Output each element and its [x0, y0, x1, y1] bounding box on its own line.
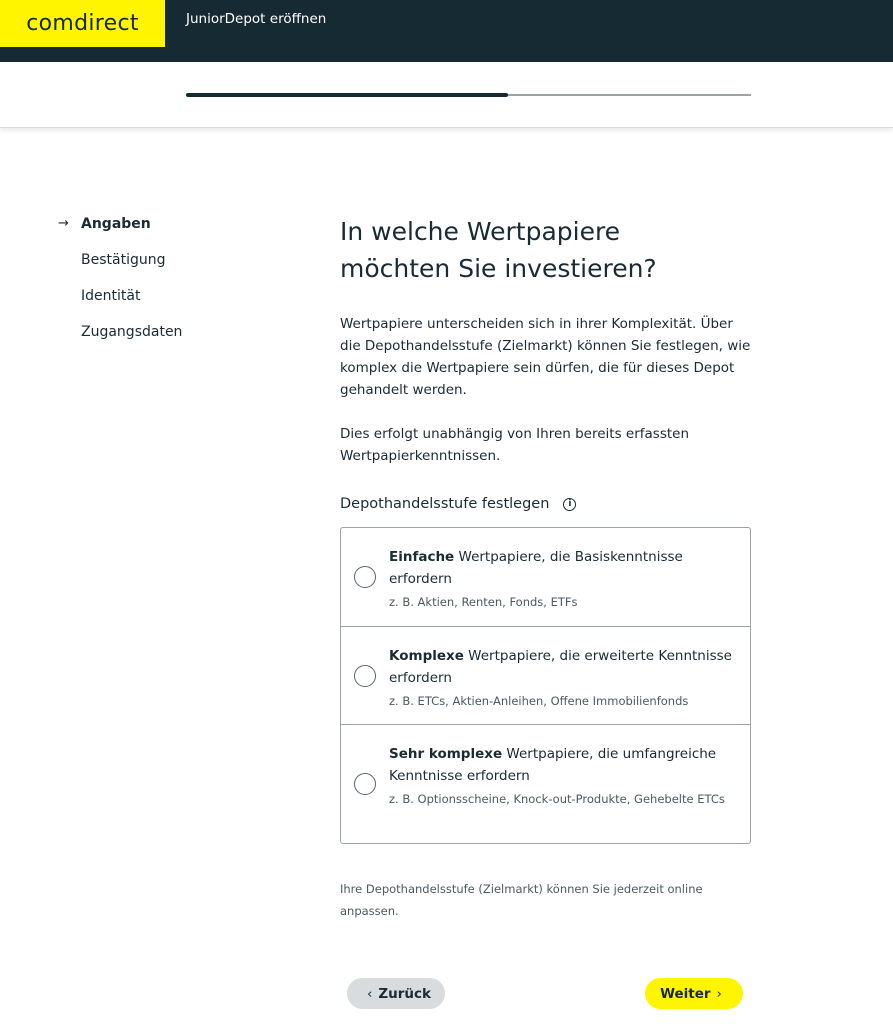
- step-bestaetigung: [58, 251, 182, 287]
- step-angaben: [58, 215, 182, 251]
- step-navigation: [58, 215, 182, 359]
- next-button-label: Weiter: [660, 985, 711, 1002]
- option-einfache[interactable]: [341, 528, 750, 626]
- option-label-bold: Sehr komplexe: [389, 746, 503, 762]
- intro-paragraph: Wertpapiere unterscheiden sich in ihrer Komplexität. Über die Depothandelsstufe (Zielmarkt) können Sie festlegen, wie komplex die Wertpapiere sein dürfen, die für dieses Depot gehandelt werden.: [340, 316, 751, 398]
- info-icon[interactable]: i: [563, 498, 576, 511]
- option-examples: z. B. Aktien, Renten, Fonds, ETFs: [389, 595, 578, 609]
- option-sehr-komplexe[interactable]: [341, 724, 750, 843]
- option-label-text: Wertpapiere, die Basiskenntnisse erfordern: [389, 549, 683, 587]
- step-label: Zugangsdaten: [81, 324, 183, 340]
- step-label: Angaben: [81, 216, 151, 232]
- option-label-text: Wertpapiere, die erweiterte Kenntnisse erfordern: [389, 648, 732, 686]
- option-examples: z. B. Optionsscheine, Knock-out-Produkte, Gehebelte ETCs: [389, 792, 725, 806]
- arrow-right-icon: →: [58, 216, 69, 231]
- footnote: Ihre Depothandelsstufe (Zielmarkt) können Sie jederzeit online anpassen.: [340, 882, 703, 918]
- option-examples: z. B. ETCs, Aktien-Anleihen, Offene Immobilienfonds: [389, 694, 689, 708]
- option-label: [389, 743, 736, 787]
- option-komplexe[interactable]: [341, 626, 750, 724]
- option-label-bold: Einfache: [389, 549, 455, 565]
- option-label-text: Wertpapiere, die umfangreiche Kenntnisse erfordern: [389, 746, 717, 784]
- note-paragraph: Dies erfolgt unabhängig von Ihren bereits erfassten Wertpapierkenntnissen.: [340, 426, 690, 464]
- next-button[interactable]: [645, 978, 743, 1009]
- chevron-right-icon: ›: [716, 985, 722, 1002]
- step-label: Identität: [81, 288, 141, 304]
- section-heading-label: Depothandelsstufe festlegen: [340, 496, 550, 512]
- back-button-label: Zurück: [378, 985, 432, 1002]
- step-zugangsdaten: [58, 323, 182, 359]
- comdirect-logo[interactable]: comdirect: [0, 0, 165, 47]
- progress-area: [0, 62, 893, 128]
- main-content: [340, 213, 755, 467]
- option-label-bold: Komplexe: [389, 648, 464, 664]
- section-heading: [340, 496, 576, 512]
- progress-bar: [186, 94, 751, 96]
- step-label: Bestätigung: [81, 252, 166, 268]
- back-button[interactable]: [347, 978, 445, 1009]
- step-identitaet: [58, 287, 182, 323]
- header-title: JuniorDepot eröffnen: [186, 11, 327, 27]
- page-title: In welche Wertpapiere möchten Sie investieren?: [340, 217, 657, 283]
- option-label: [389, 645, 736, 689]
- chevron-left-icon: ‹: [366, 985, 373, 1002]
- option-label: [389, 546, 736, 590]
- progress-bar-fill: [186, 93, 508, 97]
- trading-level-options: [340, 527, 751, 844]
- top-bar: [0, 0, 893, 62]
- radio-button[interactable]: [354, 773, 376, 795]
- radio-button[interactable]: [354, 566, 376, 588]
- radio-button[interactable]: [354, 665, 376, 687]
